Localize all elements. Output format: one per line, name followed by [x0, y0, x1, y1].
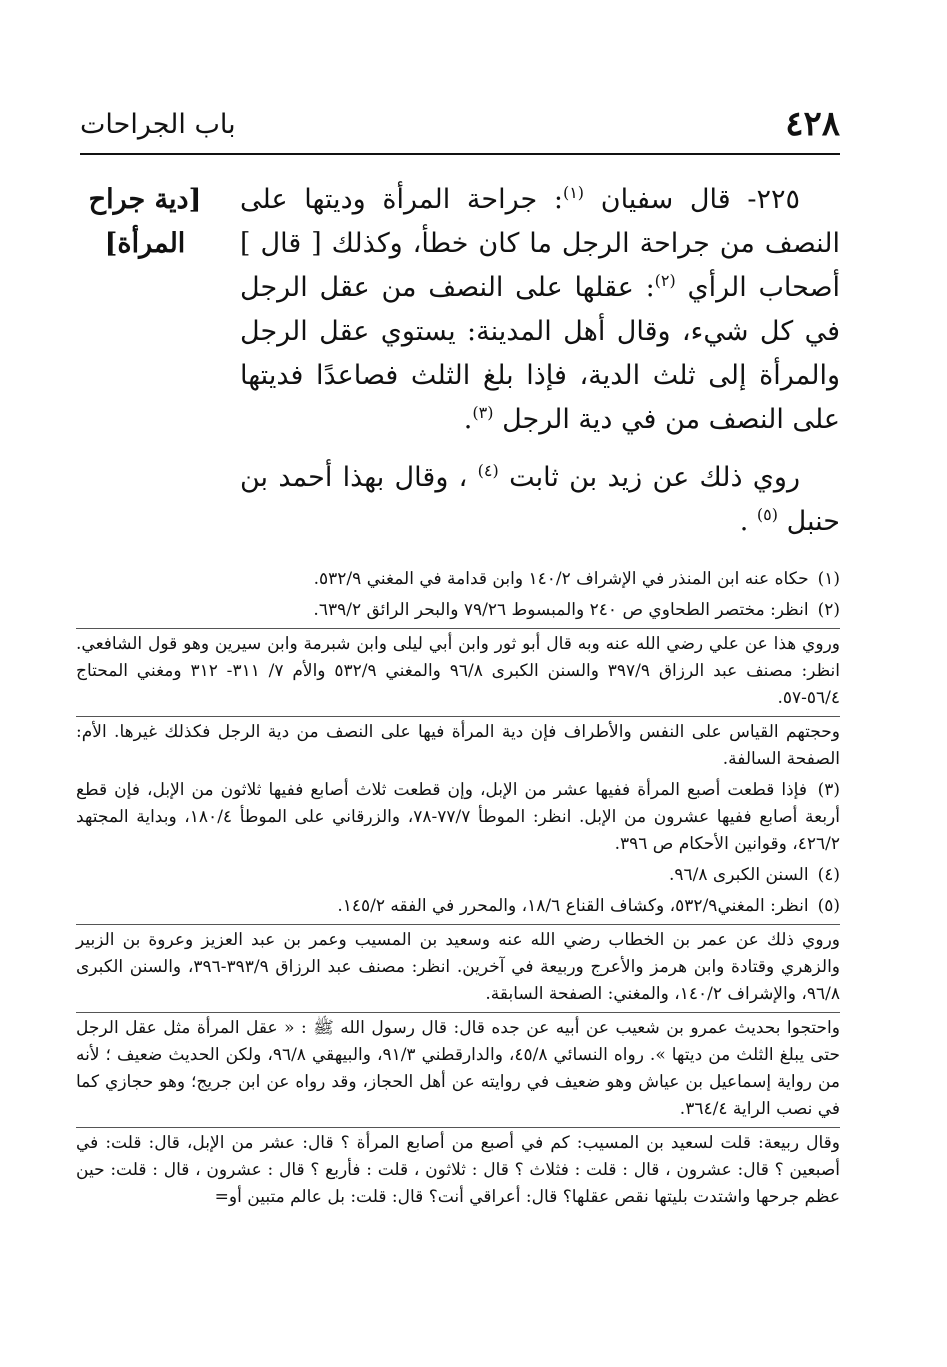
footnote-ref-4: (٤): [477, 461, 499, 480]
header-rule: [80, 153, 840, 155]
footnote-2: [76, 597, 840, 624]
footnote-2-number: (٢): [817, 600, 840, 620]
paragraph-1-part-a: ٢٢٥- قال سفيان: [600, 184, 801, 215]
page-number: ٤٢٨: [785, 104, 840, 144]
footnote-3-number: (٣): [817, 780, 841, 800]
footnote-1-text: حكاه عنه ابن المنذر في الإشراف ١٤٠/٢ وابن قدامة في المغني ٥٣٢/٩.: [313, 569, 809, 589]
footnote-4-text: السنن الكبرى ٩٦/٨.: [669, 865, 809, 885]
paragraph-1-part-b: : جراحة المرأة وديتها على النصف من جراحة الرجل ما كان خطأ، وكذلك [ قال ] أصحاب الرأي: [240, 184, 840, 303]
footnote-5: [76, 893, 840, 920]
footnote-2-comment-2: وحجتهم القياس على النفس والأطراف فإن دية المرأة فيها على النصف من دية الرجل فكذلك غيرها. الأم: الصفحة السالفة.: [76, 716, 840, 773]
footnote-4-number: (٤): [817, 865, 840, 885]
paragraph-2-part-b: ، وقال بهذا أحمد بن حنبل: [240, 462, 840, 537]
main-paragraph-1: [240, 178, 840, 442]
footnote-1-number: (١): [817, 569, 840, 589]
footnote-ref-2: (٢): [654, 271, 676, 290]
footnote-4: [76, 862, 840, 889]
paragraph-2-part-c: .: [739, 506, 749, 537]
footnote-ref-1: (١): [562, 183, 585, 202]
margin-note: [76, 178, 214, 266]
margin-note-line-1: [دية جراح: [88, 184, 202, 215]
footnote-5-comment-3: وقال ربيعة: قلت لسعيد بن المسيب: كم في أصبع من أصابع المرأة ؟ قال: عشر من الإبل، قال: قلت: في أصبعين ؟ قال: عشرون ، قال : قلت : فثلاث ؟ قال : ثلاثون ، قلت : فأربع ؟ قال : عشرون ، قال : قلت: حين عظم جرحها واشتدت بليتها نقص عقلها؟ قال: أعراقي أنت؟ قال: قلت: بل عالم متبين أو=: [76, 1127, 840, 1211]
page-header: [80, 100, 840, 150]
running-title: باب الجراحات: [80, 109, 236, 140]
main-text: [240, 178, 840, 544]
footnote-5-number: (٥): [817, 896, 840, 916]
footnote-ref-5: (٥): [756, 505, 778, 524]
footnote-5-text: انظر: المغني٥٣٢/٩، وكشاف القناع ١٨/٦، والمحرر في الفقه ١٤٥/٢.: [337, 896, 809, 916]
footnote-3: [76, 777, 840, 858]
paragraph-1-part-d: .: [463, 404, 473, 435]
footnote-1: [76, 566, 840, 593]
footnote-5-comment-2: واحتجوا بحديث عمرو بن شعيب عن أبيه عن جده قال: قال رسول الله ﷺ : « عقل المرأة مثل عقل الرجل حتى يبلغ الثلث من ديتها ». رواه النسائي ٤٥/٨، والدارقطني ٩١/٣، والبيهقي ٩٦/٨، ولكن الحديث ضعيف ؛ لأنه من رواية إسماعيل بن عياش وهو ضعيف في روايته عن أهل الحجاز، وقد رواه عن ابن جريج؛ وهو حجازي كما في نصب الراية ٣٦٤/٤.: [76, 1012, 840, 1123]
footnote-5-comment-1: وروي ذلك عن عمر بن الخطاب رضي الله عنه وسعيد بن المسيب وعمر بن عبد العزيز وعروة بن الزبير والزهري وقتادة وابن هرمز والأعرج وربيعة في آخرين. انظر: مصنف عبد الرزاق ٣٩٣/٩-٣٩٦، والسنن الكبرى ٩٦/٨، والإشراف ١٤٠/٢، والمغني: الصفحة السابقة.: [76, 924, 840, 1008]
footnotes: [76, 566, 840, 1215]
paragraph-1-part-c: : عقلها على النصف من عقل الرجل في كل شيء، وقال أهل المدينة: يستوي عقل الرجل والمرأة إلى ثلث الدية، فإذا بلغ الثلث فصاعدًا فديتها على النصف من في دية الرجل: [240, 272, 840, 435]
footnote-2-text: انظر: مختصر الطحاوي ص ٢٤٠ والمبسوط ٧٩/٢٦ والبحر الرائق ٦٣٩/٢.: [313, 600, 809, 620]
margin-note-line-2: المرأة]: [104, 228, 186, 259]
footnote-ref-3: (٣): [472, 403, 494, 422]
main-paragraph-2: [240, 456, 840, 544]
footnote-2-comment-1: وروي هذا عن علي رضي الله عنه وبه قال أبو ثور وابن أبي ليلى وابن شبرمة وابن سيرين وهو قول الشافعي. انظر: مصنف عبد الرزاق ٣٩٧/٩ والسنن الكبرى ٩٦/٨ والمغني ٥٣٢/٩ والأم ٧/ ٣١١- ٣١٢ ومغني المحتاج ٥٦/٤-٥٧.: [76, 628, 840, 712]
footnote-3-text: فإذا قطعت أصبع المرأة ففيها عشر من الإبل، وإن قطعت ثلاث أصابع ففيها ثلاثون من الإبل، فإن قطع أربعة أصابع ففيها عشرون من الإبل. انظر: الموطأ ٧٧/٧-٧٨، والزرقاني على الموطأ ١٨٠/٤، وبداية المجتهد ٤٢٦/٢، وقوانين الأحكام ص ٣٩٦.: [76, 780, 840, 854]
paragraph-2-part-a: روي ذلك عن زيد بن ثابت: [509, 462, 800, 493]
